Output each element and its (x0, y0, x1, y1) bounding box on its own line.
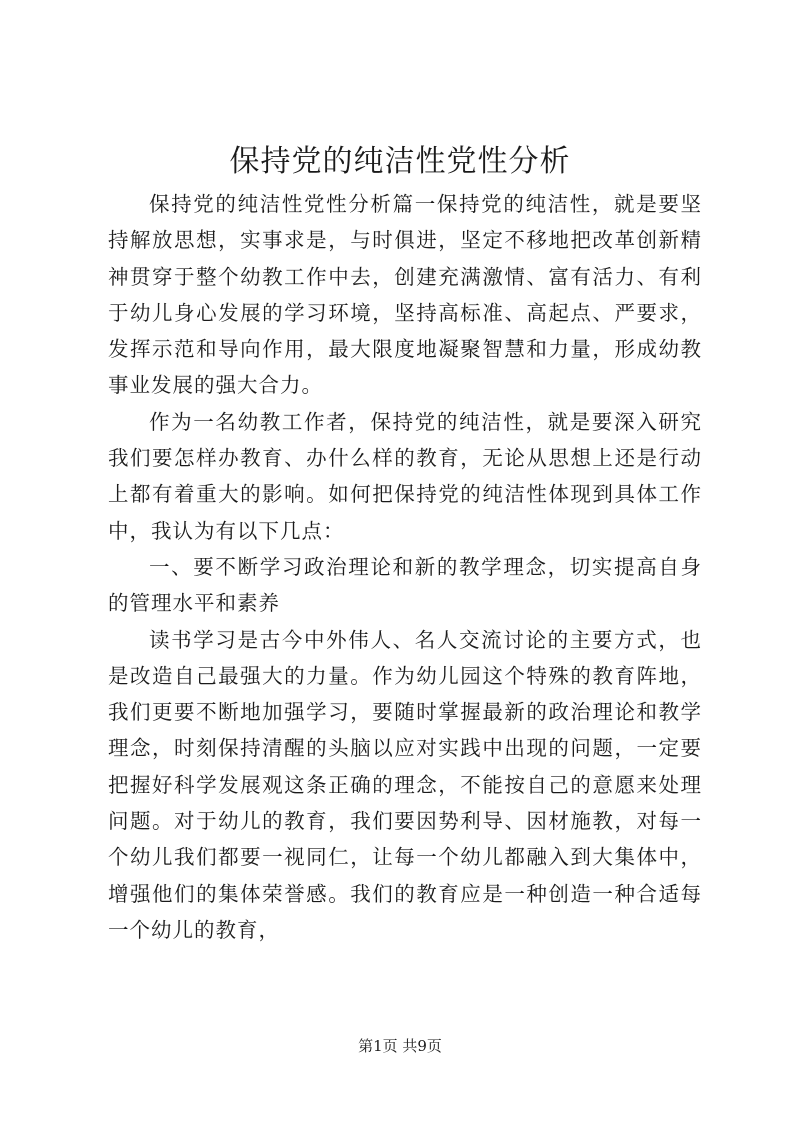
paragraph: 作为一名幼教工作者，保持党的纯洁性，就是要深入研究我们要怎样办教育、办什么样的教育，无论从思想上还是行动上都有着重大的影响。如何把保持党的纯洁性体现到具体工作中，我认为有以下几点： (108, 409, 702, 543)
paragraph: 保持党的纯洁性党性分析篇一保持党的纯洁性，就是要坚持解放思想，实事求是，与时俱进，坚定不移地把改革创新精神贯穿于整个幼教工作中去，创建充满激情、富有活力、有利于幼儿身心发展的学习环境，坚持高标准、高起点、严要求，发挥示范和导向作用，最大限度地凝聚智慧和力量，形成幼教事业发展的强大合力。 (108, 192, 702, 398)
document-title: 保持党的纯洁性党性分析 (229, 144, 571, 179)
document-body (108, 186, 702, 948)
section-heading: 一、要不断学习政治理论和新的教学理念，切实提高自身的管理水平和素养 (108, 554, 702, 616)
paragraph: 读书学习是古今中外伟人、名人交流讨论的主要方式，也是改造自己最强大的力量。作为幼儿园这个特殊的教育阵地，我们更要不断地加强学习，要随时掌握最新的政治理论和教学理念，时刻保持清醒的头脑以应对实践中出现的问题，一定要把握好科学发展观这条正确的理念，不能按自己的意愿来处理问题。对于幼儿的教育，我们要因势利导、因材施教，对每一个幼儿我们都要一视同仁，让每一个幼儿都融入到大集体中，增强他们的集体荣誉感。我们的教育应是一种创造一种合适每一个幼儿的教育， (108, 627, 702, 942)
page-number-footer: 第1页 共9页 (358, 1037, 442, 1055)
